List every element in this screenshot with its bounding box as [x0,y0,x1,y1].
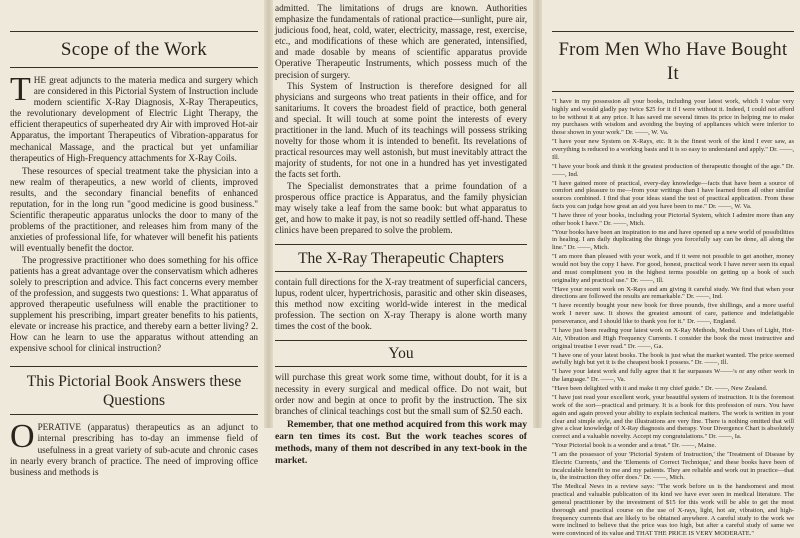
testimonial: "I have just read your excellent work, your beautiful system of instruction. It is the foremost work of the sort—practical and primary. It is a book for this profession of ours. You have again and again proved your ability to explain technical matters. The work is written in your clear and simple style, and the illustrations are very fine. There is nothing omitted that will give a clear knowledge of X-Ray diagnosis and therapy. Your Divergence Chart is absolutely correct and a valuable novelty. Accept my congratulations." Dr. ——, Ia. [552,394,794,441]
divider [275,244,527,245]
mid-paragraph-3: The Specialist demonstrates that a prime foundation of a prosperous office practice is Apparatus, and the family physician may wisely take a leaf from the same book: but what apparatus to get, and how to make it pay, is not so readily settled off-hand. These clinics have been prepared to solve the problem. [275,180,527,235]
right-page [540,0,800,538]
testimonial: "I have just been reading your latest work on X-Ray Methods, Medical Uses of Light, Hot-Air, Vibration and High Frequency Currents. I consider the book the most instructive and original treatise I ever read." Dr. ——, Ga. [552,327,794,350]
xray-paragraph: contain full directions for the X-ray treatment of superficial cancers, lupus, rodent ulcer, hypertrichosis, parasitic and other skin diseases, this method now exciting world-wide interest in the medical profession. The section on X-ray Therapy is alone worth many times the cost of the book. [275,276,527,332]
operative-paragraph: OPERATIVE (apparatus) therapeutics as an adjunct to internal prescribing has to-day an immense field of usefulness in a great variety of sub-acute and chronic cases in nearly every branch of practice. The need of improving office business and methods is [10,418,258,477]
testimonial: "I have in my possession all your books, including your latest work, which I value very highly and would gladly pay twice $25 for it if I were without it. Indeed, I could not afford to be without it at any price. It has saved me several times its price in helping me to make my purchases with wisdom and avoiding the buying of appliances which were inferior to those shown in your work." Dr. ——, W. Va. [552,98,794,137]
xray-chapters-heading: The X-Ray Therapeutic Chapters [298,249,504,267]
testimonial: "Your Pictorial book is a wonder and a treat." Dr. ——, Maine. [552,442,717,450]
scope-paragraph-2: These resources of special treatment take the physician into a new realm of therapeutics, a new world of clients, improved results, and the secondary financial benefits of enhanced reputation, for in the long run "good medicine is good business." Scientific therapeutic apparatus unlocks the door to many of the problems of the practitioner, and releases him from many of the anxieties of professional life, for whatever will benefit his patients will eventually benefit the doctor. [10,165,258,254]
testimonial: "I have recently bought your new book for three pounds, five shillings, and a more useful work I never saw. It shows the greatest amount of care, patience and indefatigable perseverance, and I should like to thank you for it." Dr. ——, England. [552,302,794,326]
testimonials-heading: From Men Who Have Bought It [558,40,788,84]
answers-heading-line2: Questions [103,392,165,410]
drop-cap: T [10,71,31,108]
testimonial: "Have your recent work on X-Rays and am giving it careful study. We find that when your directions are followed the results are remarkable." Dr. ——, Ind. [552,285,794,301]
left-page [0,0,264,477]
divider [10,414,258,415]
divider [552,31,794,32]
testimonial: "I have your latest work and fully agree that it far surpasses W——'s or any other work in the language." Dr. ——, Va. [552,368,794,384]
remember-paragraph: Remember, that one method acquired from this work may earn ten times its cost. But the work teaches scores of methods, many of them not described in any text-book in the market. [275,418,527,466]
mid-paragraph-1: admitted. The limitations of drugs are known. Authorities emphasize the fundamentals of rational practice—sunlight, pure air, judicious food, heat, cold, water, electricity, massage, rest, exercise, etc., and modifications of these which are generated, intensified, and made dosable by means of scientific apparatus provide Operative Therapeutic Instruments, which possess much of the precision of surgery. [275,3,527,80]
divider [10,31,258,32]
testimonial: "I have three of your books, including your Pictorial System, which I admire more than any other book I have." Dr. ——, Mich. [552,211,794,227]
divider [10,67,258,68]
divider [275,366,527,367]
divider [10,366,258,367]
answers-heading-line1: This Pictorial Book Answers these [26,373,242,391]
testimonial: "I have one of your latest books. The book is just what the market wanted. The price seemed awfully high but yet it is the cheapest book I possess." Dr. ——, Ill. [552,351,794,367]
testimonial: "I have gained more of practical, every-day knowledge—facts that have been a source of comfort and pleasure to me—from your writings than I have learned from all other similar sources combined. I find that your ideas stand the test of practical application. From these facts you can judge how great an aid you have been to me." Dr. ——, W. Va. [552,179,794,210]
testimonial: The Medical News in a review says: "The work before us is the handsomest and most practical and valuable publication of its kind we have ever seen in medical literature. The general practitioner by the investment of $15 for this work will be able to get the most thorough and practical course on the use of X-rays, light, hot air, vibration, and high-frequency currents that are likely to be obtained anywhere. A careful study to the work we were inclined to believe that the price was too high, but after a careful study of same we were convinced of its value and THAT THE PRICE IS VERY MODERATE." [552,483,794,538]
divider [275,340,527,341]
scope-paragraph-3: The progressive practitioner who does something for his office patients has a great advantage over the conservatism which adheres solely to prescription and advice. This fact concerns every member of the profession, and suggests two questions: 1. What apparatus of approved therapeutic usefulness will enable the practitioner to supplement his prescribing, impart greater benefits to his patients, elevate or increase his practice, and thereby earn a better living? 2. How can he learn to use the apparatus without attending an expensive school for clinical instruction? [10,254,258,354]
testimonial: "I have your book and think it the greatest production of therapeutic thought of the age." Dr. ——, Ind. [552,162,794,178]
testimonials-list [552,98,794,538]
testimonial: "I have your new System on X-Rays, etc. It is the finest work of the kind I ever saw, as everything is reduced to a working basis and it is so easy to understand and apply." Dr. ——, Ill. [552,138,794,161]
testimonial: "Your books have been an inspiration to me and have opened up a new world of possibilities in healing. I am daily duplicating the things you forcefully say can be done, all along the line." Dr. ——, Mich. [552,228,794,252]
scope-heading: Scope of the Work [60,39,208,60]
middle-page [271,0,533,466]
purchase-paragraph: will purchase this great work some time, without doubt, for it is a necessity in every surgical and medical office. Do not wait, but order now and begin at once to profit by the instruction. The six branches of clinical teachings cost but the small sum of $2.50 each. [275,372,527,416]
testimonial: "Have been delighted with it and make it my chief guide." Dr. ——, New Zealand. [552,385,768,393]
mid-paragraph-2: This System of Instruction is therefore designed for all physicians and surgeons who treat patients in their office, and for sanitariums. It covers the broadest field of practice, both general and special. It will touch at some point the interests of every practitioner in the land. Much of its teachings will possess striking novelty for those whom it is intended to benefit. Its revelations of practical resources may well astonish, but must inevitably attract the majority of students, for not one in a hundred has yet investigated the facts set forth. [275,80,527,180]
testimonial: "I am the possessor of your 'Pictorial System of Instruction,' the 'Treatment of Disease by Electric Currents,' and the 'Elements of Correct Technique,' and these books have been of incalculable benefit to me and my patients. They are reliable and work out in practice—that is, the instruction they offer does." Dr. ——, Mich. [552,451,794,482]
testimonial: "I am more than pleased with your work, and if it were not possible to get another, money would not buy the copy I have. For good, honest, practical work I have never seen its equal and must compliment you in the highest terms possible on getting up a book of such originality and practical use." Dr. ——, Ill. [552,253,794,284]
you-heading: You [388,345,414,363]
divider [552,91,794,92]
scope-intro: THE great adjuncts to the materia medica and surgery which are considered in this Pictorial System of Instruction include modern scientific X-Ray Diagnosis, X-Ray Therapeutics, the revolutionary development of Electric Light Therapy, the efficient therapeutics of superheated dry Air with improved Hot-air Apparatus, the important Therapeutics of Vibration-apparatus for mechanical Massage, and the practical but yet unfamiliar therapeutics of High-Frequency attachments for X-Ray Coils. [10,71,258,163]
divider [275,271,527,272]
drop-cap: O [10,418,35,456]
